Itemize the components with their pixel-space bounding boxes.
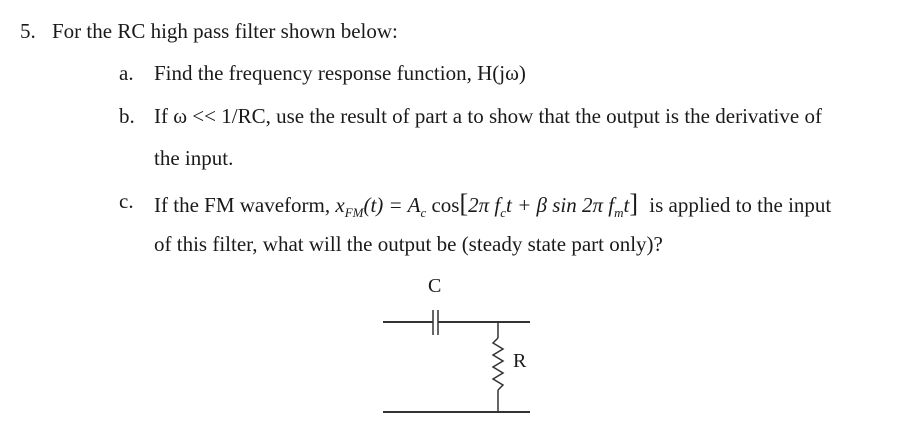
capacitor-label: C xyxy=(428,275,442,297)
part-c-text-cont: of this filter, what will the output be (steady state part only)? xyxy=(154,232,663,256)
problem-number: 5. xyxy=(20,19,36,43)
part-a-label: a. xyxy=(119,61,134,85)
resistor-label: R xyxy=(513,350,527,372)
part-a-text: Find the frequency response function, H(jω) xyxy=(154,61,526,85)
part-c-pre: If the FM waveform, xyxy=(154,193,331,217)
part-c-post: is applied to the input xyxy=(649,193,832,217)
part-b-text-cont: the input. xyxy=(154,146,234,170)
resistor-zigzag xyxy=(493,338,503,390)
fm-equation: $x_{FM}(t) = A_c$ cos[2π $f_ct + \beta$ sin 2π $f_mt$] xyxy=(335,189,639,220)
part-c-label: c. xyxy=(119,189,134,213)
part-b-text: If ω << 1/RC, use the result of part a to show that the output is the derivative of xyxy=(154,104,822,128)
problem-intro: For the RC high pass filter shown below: xyxy=(52,19,398,43)
part-b-label: b. xyxy=(119,104,135,128)
